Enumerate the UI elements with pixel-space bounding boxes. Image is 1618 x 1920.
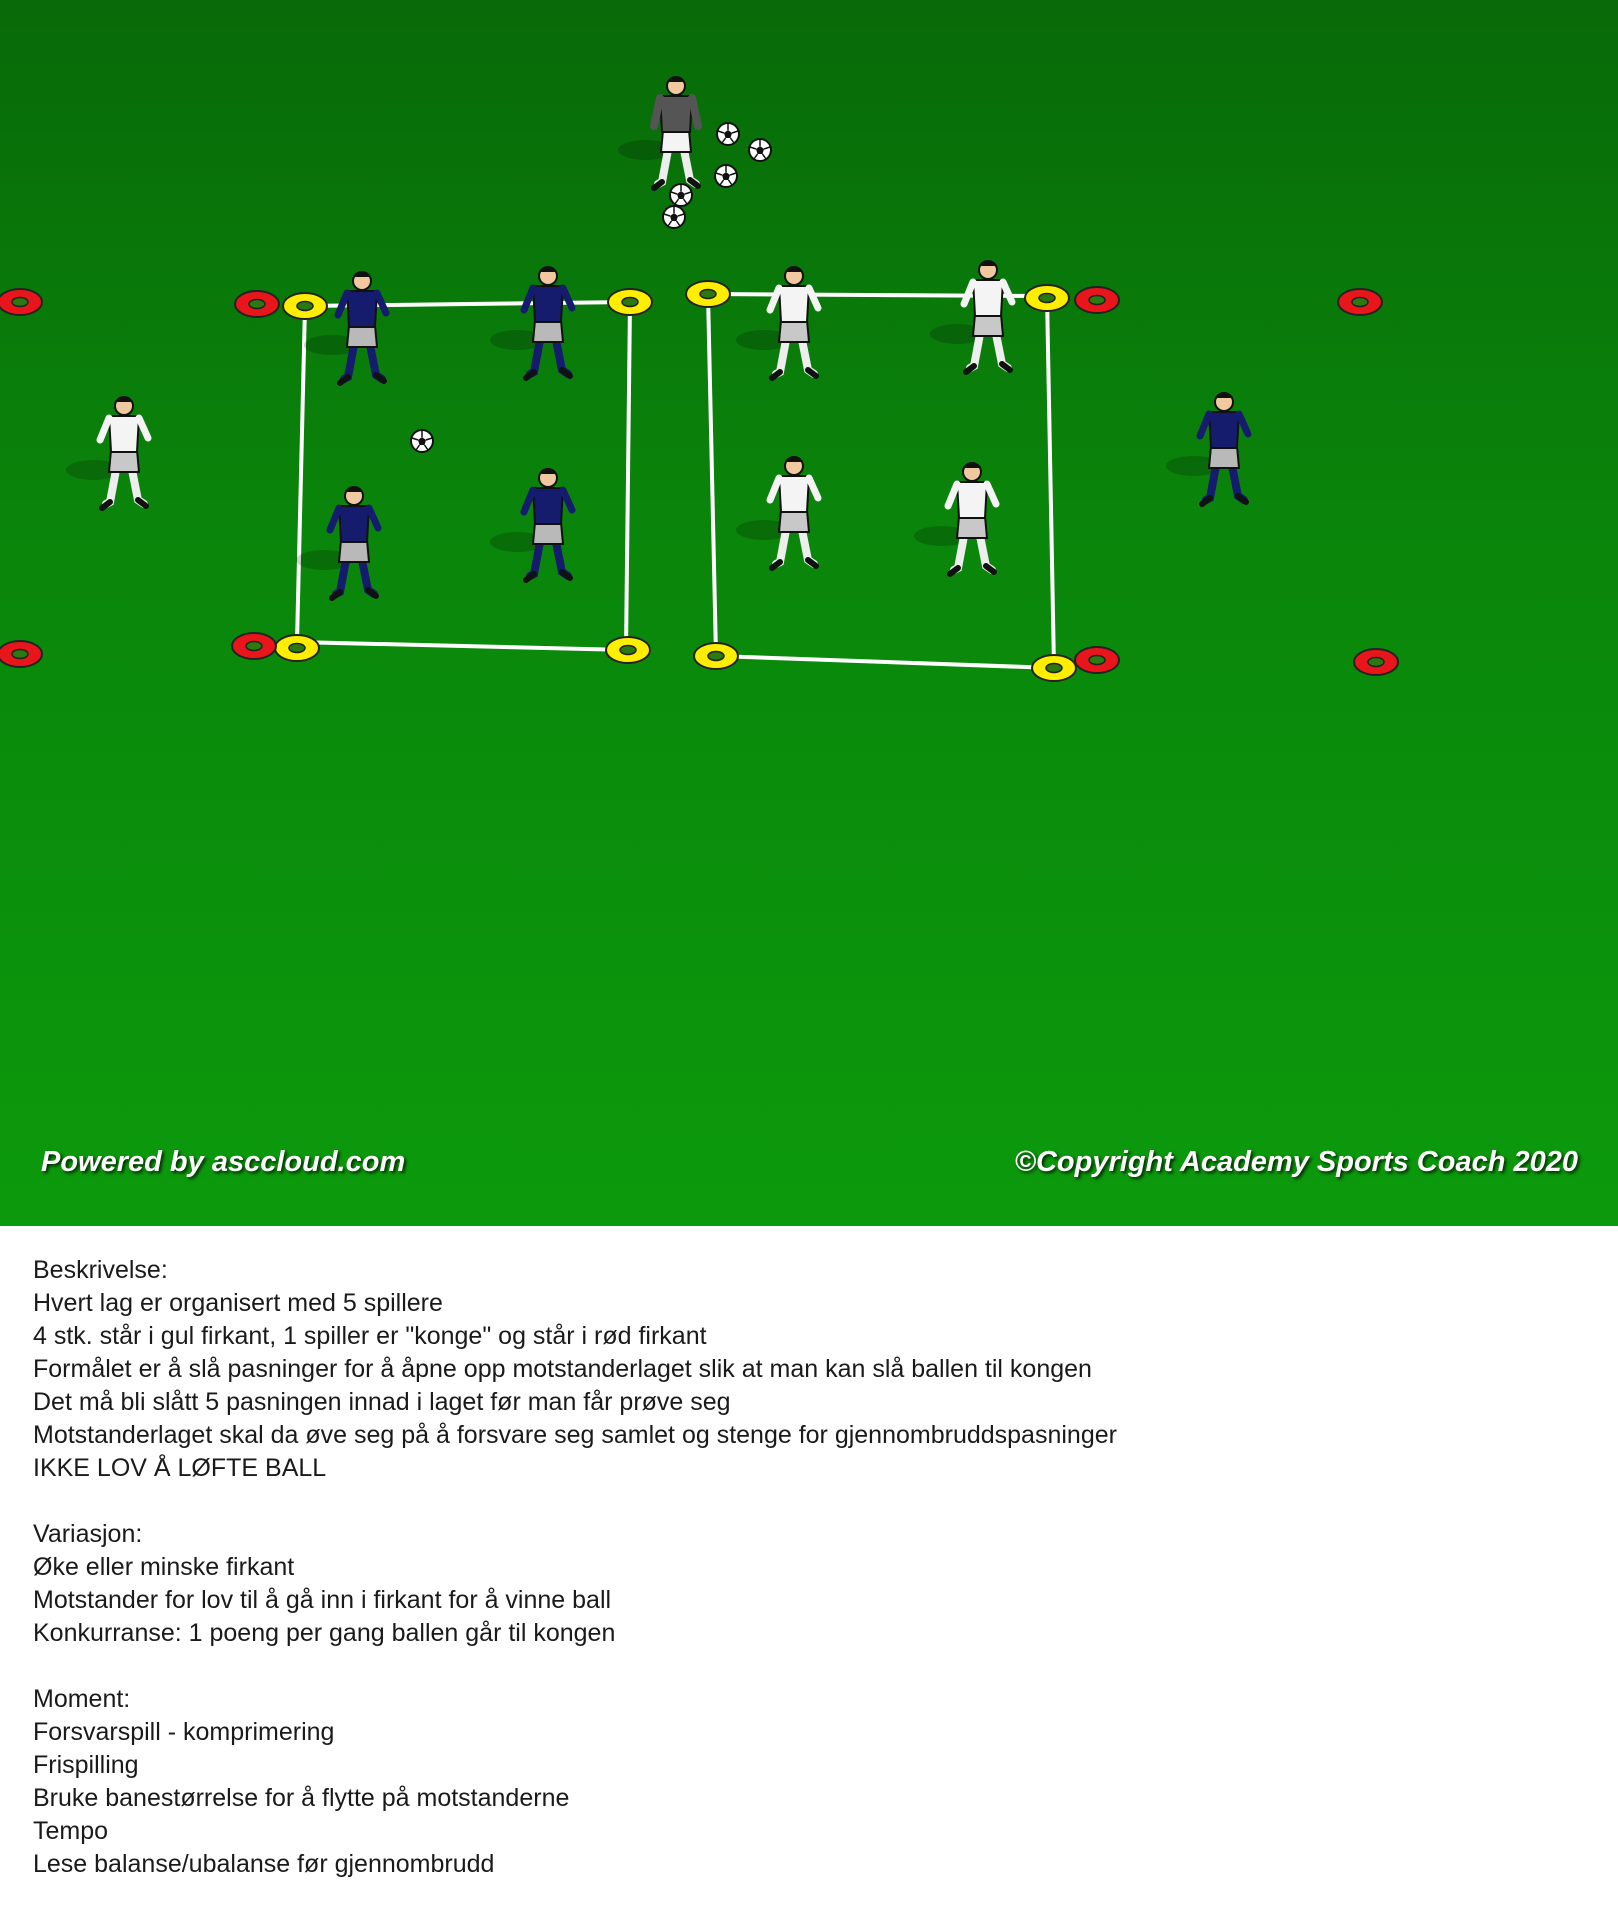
yellow-cone [608,289,652,315]
red-cone [0,641,42,667]
blue-player [490,469,572,580]
white-king-player [66,397,148,508]
description-line: Det må bli slått 5 pasningen innad i laget før man får prøve seg [33,1388,731,1416]
section-heading: Variasjon: [33,1520,143,1548]
description-line: Tempo [33,1817,109,1845]
white-player [736,457,818,568]
section-variasjon [33,1518,1593,1650]
section-heading: Moment: [33,1685,131,1713]
copyright-credit: ©Copyright Academy Sports Coach 2020 [1014,1146,1578,1178]
section-gap [33,1485,1593,1518]
red-cone [1354,649,1398,675]
red-cone [0,289,42,315]
description-line: Formålet er å slå pasninger for å åpne opp motstanderlaget slik at man kan slå ballen til kongen [33,1355,1092,1383]
description-line: Bruke banestørrelse for å flytte på motstanderne [33,1784,570,1812]
yellow-cone [283,293,327,319]
description-line: Motstanderlaget skal da øve seg på å forsvare seg samlet og stenge for gjennombruddspasninger [33,1421,1117,1449]
yellow-cone [686,281,730,307]
description-line: Motstander for lov til å gå inn i firkant for å vinne ball [33,1586,612,1614]
description-line: IKKE LOV Å LØFTE BALL [33,1454,327,1482]
football [715,165,737,187]
description-line: Frispilling [33,1751,139,1779]
description-line: Forsvarspill - komprimering [33,1718,335,1746]
red-cone [1338,289,1382,315]
powered-by-credit: Powered by asccloud.com [41,1146,406,1178]
section-moment [33,1683,1593,1881]
red-cone [235,291,279,317]
section-gap [33,1650,1593,1683]
white-player [736,267,818,378]
section-beskrivelse [33,1254,1593,1485]
description-line: Hvert lag er organisert med 5 spillere [33,1289,443,1317]
yellow-cone [1032,655,1076,681]
football [663,206,685,228]
blue-player [296,487,378,598]
yellow-cone [694,643,738,669]
red-cone [232,633,276,659]
football [670,184,692,206]
blue-king-player [1166,393,1248,504]
football [749,139,771,161]
description-line: 4 stk. står i gul firkant, 1 spiller er "konge" og står i rød firkant [33,1322,707,1350]
football [411,430,433,452]
red-cone [1075,647,1119,673]
white-player [914,463,996,574]
white-player [930,261,1012,372]
description-line: Konkurranse: 1 poeng per gang ballen går til kongen [33,1619,616,1647]
yellow-cone [275,635,319,661]
blue-player [304,272,386,383]
drill-description [33,1254,1593,1881]
yellow-cone [1025,285,1069,311]
left-square-lines [297,302,630,650]
description-line: Øke eller minske firkant [33,1553,295,1581]
football [717,123,739,145]
description-line: Lese balanse/ubalanse før gjennombrudd [33,1850,495,1878]
coach-player [618,77,698,188]
blue-player [490,267,572,378]
yellow-cone [606,637,650,663]
red-cone [1075,287,1119,313]
section-heading: Beskrivelse: [33,1256,168,1284]
